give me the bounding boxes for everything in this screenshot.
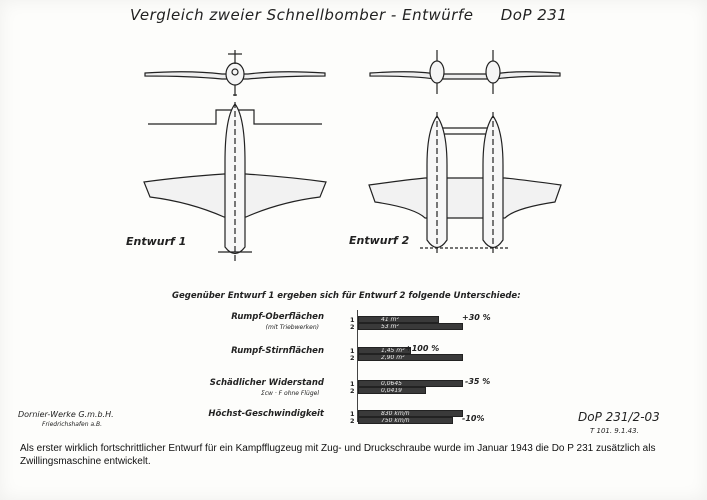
row4-bar2: 750 km/h bbox=[358, 417, 453, 424]
row1-bar2: 53 m² bbox=[358, 323, 463, 330]
row3-sublabel: Σcw · F ohne Flügel bbox=[260, 390, 319, 397]
row2-bar1: 1,45 m² bbox=[358, 347, 411, 354]
row2-index2: 2 bbox=[350, 354, 355, 362]
row4-label: Höchst-Geschwindigkeit bbox=[208, 409, 324, 419]
row3-index2: 2 bbox=[350, 387, 355, 395]
row1-sublabel: (mit Triebwerken) bbox=[265, 324, 319, 331]
design1-front-view bbox=[140, 40, 330, 100]
row1-bar1: 41 m² bbox=[358, 316, 439, 323]
row4-index1: 1 bbox=[350, 410, 355, 418]
row2-change: +100 % bbox=[405, 344, 440, 353]
row2-bar2: 2,90 m² bbox=[358, 354, 463, 361]
row3-change: -35 % bbox=[465, 377, 491, 386]
comparison-heading: Gegenüber Entwurf 1 ergeben sich für Entwurf 2 folgende Unterschiede: bbox=[172, 291, 521, 301]
row1-label: Rumpf-Oberflächen bbox=[231, 312, 324, 322]
page-title bbox=[130, 6, 567, 24]
row2-index1: 1 bbox=[350, 347, 355, 355]
row3-index1: 1 bbox=[350, 380, 355, 388]
title-code: DoP 231 bbox=[500, 6, 568, 24]
row4-index2: 2 bbox=[350, 417, 355, 425]
title-text: Vergleich zweier Schnellbomber - Entwürfe bbox=[130, 6, 474, 24]
design1-label: Entwurf 1 bbox=[126, 235, 187, 248]
caption: Als erster wirklich fortschrittlicher Entwurf für ein Kampfflugzeug mit Zug- und Druckschraube wurde im Januar 1943 die Do P 231 zusätzlich als Zwillingsmaschine entwickelt. bbox=[20, 443, 656, 467]
row1-index2: 2 bbox=[350, 323, 355, 331]
manufacturer-location: Friedrichshafen a.B. bbox=[42, 421, 103, 428]
row3-bar2: 0,0419 bbox=[358, 387, 426, 394]
row1-index1: 1 bbox=[350, 316, 355, 324]
row1-change: +30 % bbox=[462, 313, 491, 322]
document-code: DoP 231/2-03 bbox=[578, 410, 660, 424]
manufacturer-name: Dornier-Werke G.m.b.H. bbox=[18, 410, 114, 419]
row3-label: Schädlicher Widerstand bbox=[209, 378, 324, 388]
design2-front-view bbox=[365, 40, 565, 100]
row4-bar1: 830 km/h bbox=[358, 410, 463, 417]
design2-label: Entwurf 2 bbox=[349, 234, 410, 247]
manufacturer-block bbox=[18, 410, 114, 430]
row4-change: -10% bbox=[462, 414, 485, 423]
row3-bar1: 0,0645 bbox=[358, 380, 463, 387]
document-stamp: T 101. 9.1.43. bbox=[590, 427, 639, 435]
row2-label: Rumpf-Stirnflächen bbox=[231, 346, 324, 356]
